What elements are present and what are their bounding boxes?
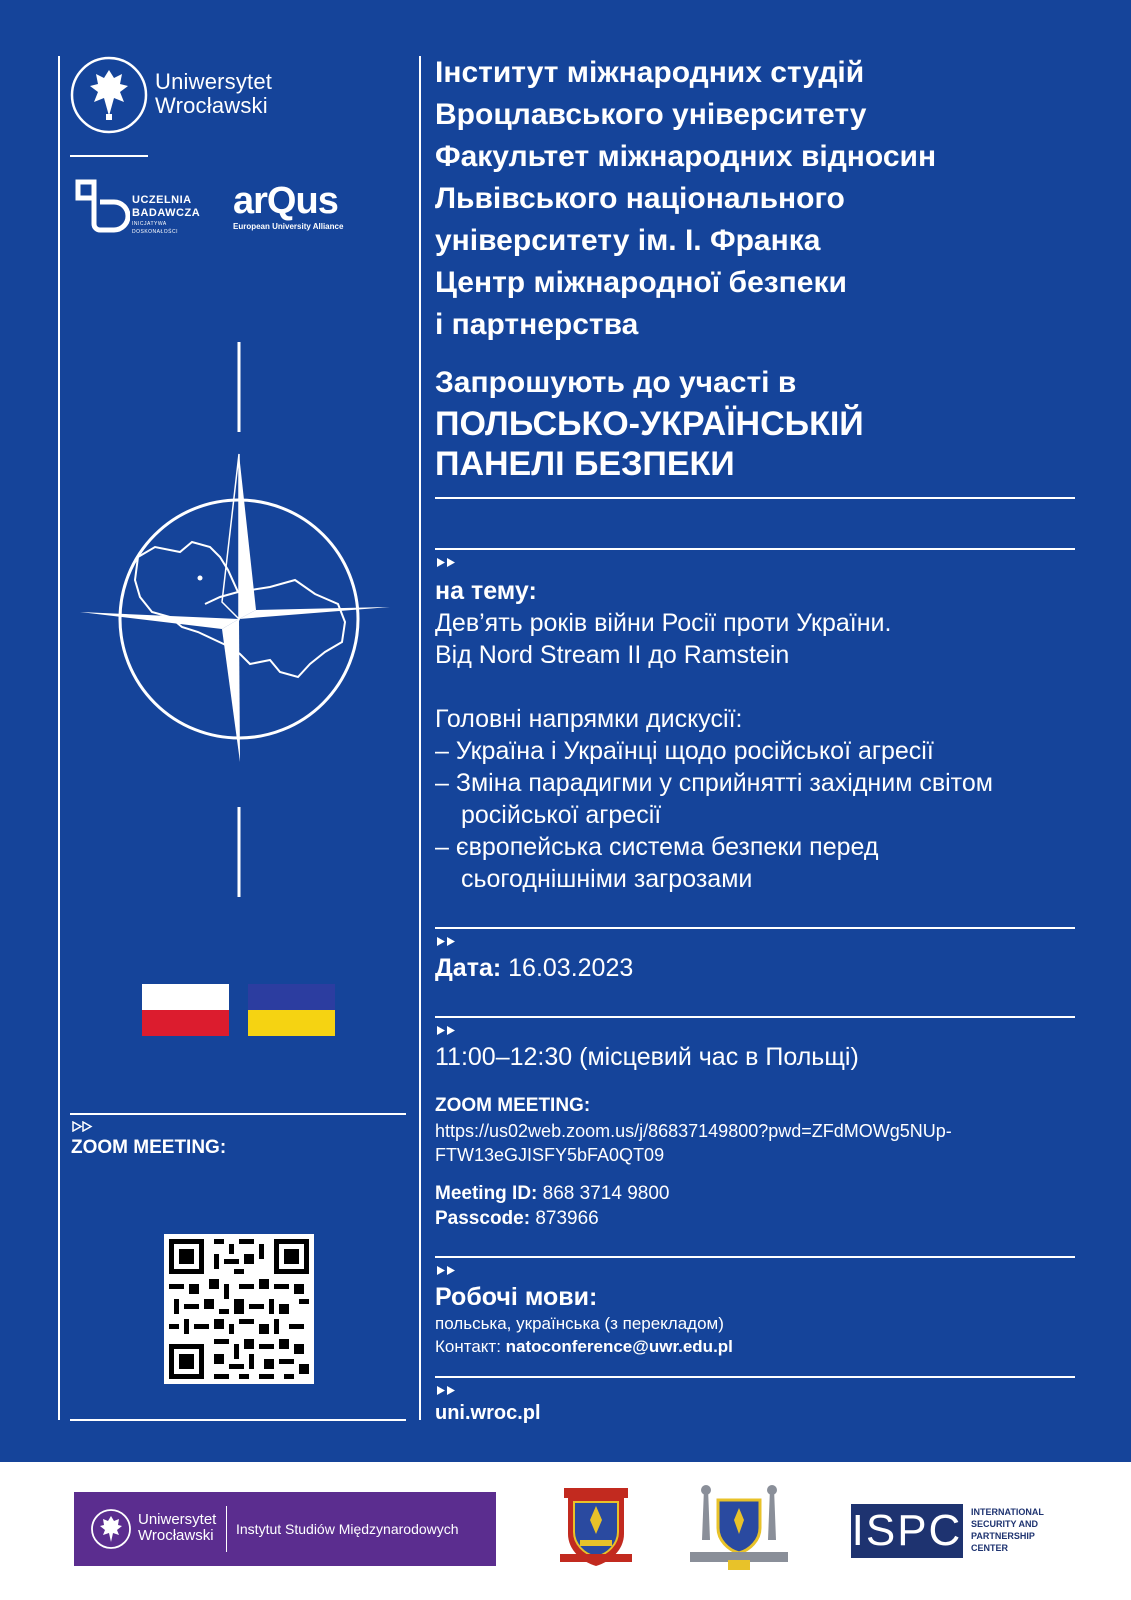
nato-compass-map-icon (80, 342, 400, 902)
website-arrows-icon (436, 1383, 458, 1401)
uwr-emblem-icon (70, 56, 148, 134)
direction-3-cont: сьогоднішніми загрозами (461, 865, 753, 893)
meeting-id-value: 868 3714 9800 (542, 1183, 670, 1204)
ispc-line3: PARTNERSHIP (971, 1531, 1035, 1541)
qr-code-icon (164, 1234, 314, 1384)
research-university-badge (74, 178, 214, 238)
meeting-id-row (435, 1181, 1095, 1206)
ispc-logo (851, 1504, 1051, 1560)
arqus-tagline: European University Alliance (233, 222, 344, 231)
ispc-line4: CENTER (971, 1543, 1009, 1553)
university-name-line2: Wrocławski (155, 93, 268, 118)
uwr-footer-emblem-icon (90, 1508, 132, 1550)
zoom-qr-code[interactable] (164, 1234, 314, 1384)
footer-uwr-line1: Uniwersytet (138, 1511, 217, 1528)
arqus-name: arQus (233, 180, 338, 222)
left-bottom-line (70, 1419, 406, 1421)
website-link[interactable]: uni.wroc.pl (435, 1402, 541, 1424)
heading-line-4: Львівського національного (435, 182, 845, 215)
topic-line1: Дев’ять років війни Росії проти України. (435, 609, 892, 637)
languages-value: польська, українська (з перекладом) (435, 1314, 724, 1333)
heading-line-2: Вроцлавського університету (435, 98, 867, 131)
topic-label: на тему: (435, 577, 537, 605)
directions-title: Головні напрямки дискусії: (435, 705, 743, 733)
divider-2 (435, 548, 1075, 550)
organizers-heading (435, 52, 1095, 346)
invite-line3: ПАНЕЛІ БЕЗПЕКИ (435, 445, 735, 483)
languages-block (435, 1281, 1095, 1359)
heading-line-7: і партнерства (435, 308, 639, 341)
poland-flag (142, 984, 229, 1036)
heading-line-5: університету ім. І. Франка (435, 224, 821, 257)
zoom-details (435, 1093, 1095, 1231)
date-arrows-icon (436, 934, 458, 952)
badge-line1: UCZELNIA (132, 194, 192, 206)
heading-line-6: Центр міжнародної безпеки (435, 266, 847, 299)
uwr-logo (70, 56, 370, 136)
arqus-logo (233, 180, 373, 240)
meeting-id-label: Meeting ID: (435, 1183, 538, 1204)
divider-5 (435, 1256, 1075, 1258)
time-arrows-icon (436, 1023, 458, 1041)
topic-block (435, 575, 1095, 895)
ukraine-flag (248, 984, 335, 1036)
passcode-value: 873966 (535, 1208, 599, 1229)
uwr-institute-logo (74, 1492, 496, 1566)
zoom-url-line2: FTW13eGJISFY5bFA0QT09 (435, 1145, 665, 1165)
lviv-university-crest-icon (556, 1482, 636, 1574)
footer-logos (0, 1462, 1131, 1600)
heading-line-1: Інститут міжнародних студій (435, 56, 865, 89)
direction-1: – Україна і Українці щодо російської агресії (435, 737, 934, 765)
direction-3: – європейська система безпеки перед (435, 833, 879, 861)
time-value: 11:00–12:30 (місцевий час в Польщі) (435, 1043, 859, 1071)
languages-label: Робочі мови: (435, 1283, 598, 1311)
column-divider-line (419, 56, 421, 1420)
invitation-block (435, 362, 864, 484)
badge-line2: BADAWCZA (132, 207, 201, 219)
divider-4 (435, 1016, 1075, 1018)
badge-line3: INICJATYWA DOSKONAŁOŚCI (132, 221, 179, 235)
badge-b-icon (74, 178, 130, 234)
direction-2: – Зміна парадигми у сприйнятті західним світом (435, 769, 993, 797)
contact-email[interactable]: natoconference@uwr.edu.pl (505, 1337, 733, 1356)
zoom-url-line1: https://us02web.zoom.us/j/86837149800?pwd=ZFdMOWg5NUp- (435, 1121, 952, 1141)
direction-2-cont: російської агресії (461, 801, 662, 829)
date-row (435, 952, 633, 984)
zoom-link[interactable] (435, 1119, 1095, 1167)
footer-uwr-line2: Wrocławski (138, 1527, 214, 1544)
ispc-acronym: ISPC (851, 1504, 963, 1558)
date-label: Дата: (435, 954, 502, 982)
ispc-line1: INTERNATIONAL (971, 1507, 1044, 1517)
passcode-label: Passcode: (435, 1208, 531, 1229)
ispc-line2: SECURITY AND (971, 1519, 1039, 1529)
heading-line-3: Факультет міжнародних відносин (435, 140, 937, 173)
university-name-line1: Uniwersytet (155, 69, 273, 94)
logo-separator-line (70, 155, 148, 157)
divider-6 (435, 1376, 1075, 1378)
left-zoom-arrows-icon (72, 1121, 94, 1134)
divider-3 (435, 927, 1075, 929)
contact-row (435, 1335, 1095, 1359)
date-value: 16.03.2023 (508, 954, 634, 982)
zoom-label: ZOOM MEETING: (435, 1095, 591, 1116)
topic-arrows-icon (436, 555, 458, 573)
invite-line1: Запрошують до участі в (435, 366, 797, 399)
passcode-row (435, 1206, 1095, 1231)
languages-arrows-icon (436, 1263, 458, 1281)
topic-line2: Від Nord Stream II до Ramstein (435, 641, 790, 669)
left-zoom-top-line (70, 1113, 406, 1115)
lviv-faculty-crest-icon (684, 1480, 794, 1576)
divider-1 (435, 497, 1075, 499)
invite-line2: ПОЛЬСЬКО-УКРАЇНСЬКІЙ (435, 405, 864, 443)
contact-label: Контакт: (435, 1337, 501, 1356)
left-border-line (58, 56, 60, 1420)
left-zoom-label: ZOOM MEETING: (71, 1137, 227, 1158)
footer-institute-name: Instytut Studiów Międzynarodowych (236, 1521, 459, 1537)
